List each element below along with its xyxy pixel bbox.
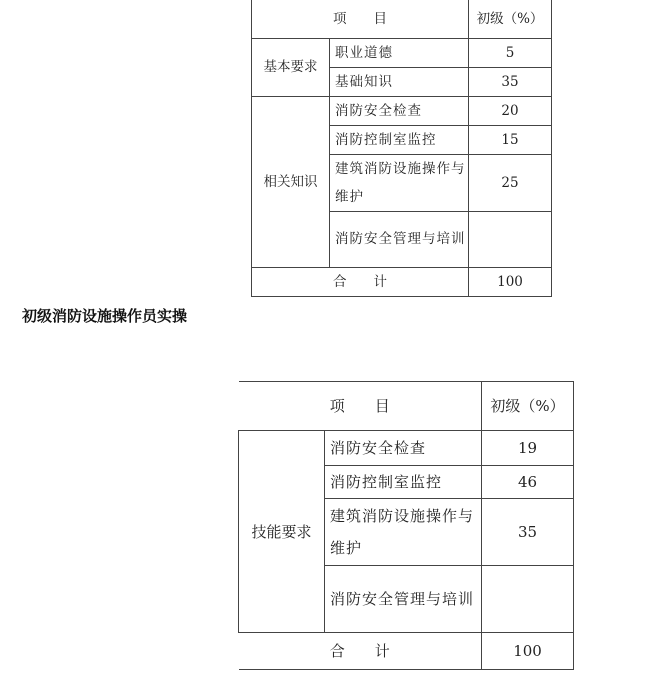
practical-value-control-room-monitoring: 46 xyxy=(482,466,574,499)
value-control-room-monitoring: 15 xyxy=(469,125,552,154)
header-level: 初级（%） xyxy=(469,0,552,38)
category-skill-requirements: 技能要求 xyxy=(239,431,325,633)
practical-item-control-room-monitoring: 消防控制室监控 xyxy=(325,466,482,499)
item-basic-knowledge: 基础知识 xyxy=(330,67,469,96)
practical-value-fire-safety-inspection: 19 xyxy=(482,431,574,466)
practical-item-fire-safety-inspection: 消防安全检查 xyxy=(325,431,482,466)
practical-section-title: 初级消防设施操作员实操 xyxy=(22,307,188,325)
item-professional-ethics: 职业道德 xyxy=(330,38,469,67)
practical-item-facility-operation: 建筑消防设施操作与维护 xyxy=(325,499,482,566)
total-value: 100 xyxy=(469,267,552,296)
value-basic-knowledge: 35 xyxy=(469,67,552,96)
value-facility-operation: 25 xyxy=(469,154,552,211)
item-facility-operation: 建筑消防设施操作与维护 xyxy=(330,154,469,211)
header-item: 项 目 xyxy=(252,0,469,38)
value-professional-ethics: 5 xyxy=(469,38,552,67)
category-basic-requirements: 基本要求 xyxy=(252,38,330,96)
practical-value-facility-operation: 35 xyxy=(482,499,574,566)
total-label: 合 计 xyxy=(252,267,469,296)
theory-weight-table xyxy=(251,0,552,297)
practical-total-label: 合 计 xyxy=(239,633,482,670)
item-control-room-monitoring: 消防控制室监控 xyxy=(330,125,469,154)
item-safety-management-training: 消防安全管理与培训 xyxy=(330,211,469,267)
practical-weight-table xyxy=(238,381,574,670)
value-safety-management-training xyxy=(469,211,552,267)
item-fire-safety-inspection: 消防安全检查 xyxy=(330,96,469,125)
practical-header-level: 初级（%） xyxy=(482,382,574,431)
practical-item-safety-management-training: 消防安全管理与培训 xyxy=(325,566,482,633)
value-fire-safety-inspection: 20 xyxy=(469,96,552,125)
practical-header-item: 项 目 xyxy=(239,382,482,431)
practical-value-safety-management-training xyxy=(482,566,574,633)
practical-total-value: 100 xyxy=(482,633,574,670)
category-related-knowledge: 相关知识 xyxy=(252,96,330,267)
